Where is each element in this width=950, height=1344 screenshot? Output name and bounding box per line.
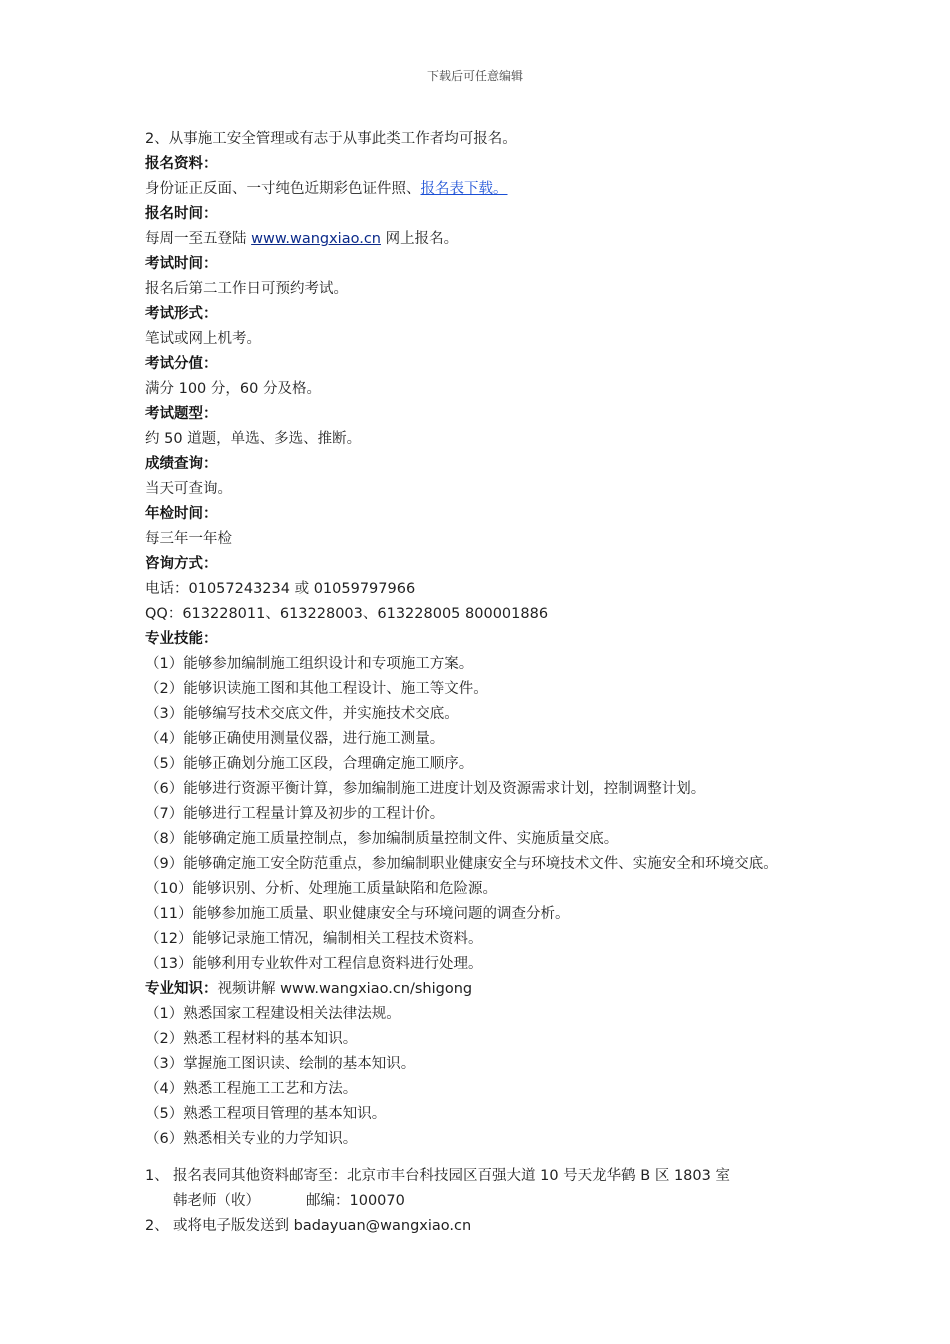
materials-heading: 报名资料： — [145, 156, 218, 172]
registration-form-download-link[interactable]: 报名表下载。 — [420, 181, 508, 197]
exam-score-heading: 考试分值： — [145, 356, 218, 372]
skill-item: （4）能够正确使用测量仪器，进行施工测量。 — [145, 731, 445, 747]
wangxiao-link[interactable]: www.wangxiao.cn — [251, 231, 381, 247]
annual-heading: 年检时间： — [145, 506, 218, 522]
materials-desc: 身份证正反面、一寸纯色近期彩色证件照、 — [145, 181, 421, 197]
document-body — [145, 127, 825, 1239]
knowledge-item: （6）熟悉相关专业的力学知识。 — [145, 1131, 358, 1147]
mail-address: 报名表同其他资料邮寄至：北京市丰台科技园区百强大道 10 号天龙华鹤 B 区 1803 室 — [173, 1168, 730, 1184]
exam-time-heading: 考试时间： — [145, 256, 218, 272]
knowledge-item: （2）熟悉工程材料的基本知识。 — [145, 1031, 358, 1047]
reg-time-post: 网上报名。 — [381, 231, 459, 247]
skill-item: （6）能够进行资源平衡计算，参加编制施工进度计划及资源需求计划，控制调整计划。 — [145, 781, 706, 797]
list-number: 1、 — [145, 1168, 169, 1184]
score-query-text: 当天可查询。 — [145, 481, 232, 497]
exam-type-text: 约 50 道题，单选、多选、推断。 — [145, 431, 362, 447]
knowledge-item: （3）掌握施工图识读、绘制的基本知识。 — [145, 1056, 416, 1072]
knowledge-item: （1）熟悉国家工程建设相关法律法规。 — [145, 1006, 401, 1022]
skill-item: （12）能够记录施工情况，编制相关工程技术资料。 — [145, 931, 483, 947]
materials-text — [145, 177, 825, 202]
email-instruction — [145, 1214, 825, 1239]
mail-recipient-line — [145, 1189, 825, 1214]
skill-item: （13）能够利用专业软件对工程信息资料进行处理。 — [145, 956, 483, 972]
skill-item: （5）能够正确划分施工区段，合理确定施工顺序。 — [145, 756, 474, 772]
mail-postcode: 邮编：100070 — [306, 1193, 405, 1209]
contact-heading: 咨询方式： — [145, 556, 218, 572]
score-query-heading: 成绩查询： — [145, 456, 218, 472]
knowledge-item: （4）熟悉工程施工工艺和方法。 — [145, 1081, 358, 1097]
contact-qq: QQ：613228011、613228003、613228005 800001886 — [145, 606, 549, 622]
skill-item: （7）能够进行工程量计算及初步的工程计价。 — [145, 806, 445, 822]
skill-item: （3）能够编写技术交底文件，并实施技术交底。 — [145, 706, 459, 722]
exam-time-text: 报名后第二工作日可预约考试。 — [145, 281, 348, 297]
knowledge-video-note: 视频讲解 www.wangxiao.cn/shigong — [217, 981, 473, 997]
section-gap — [145, 1152, 825, 1164]
skill-item: （8）能够确定施工质量控制点，参加编制质量控制文件、实施质量交底。 — [145, 831, 619, 847]
reg-time-text — [145, 227, 825, 252]
mail-instruction — [145, 1164, 825, 1189]
reg-time-heading: 报名时间： — [145, 206, 218, 222]
skill-item: （10）能够识别、分析、处理施工质量缺陷和危险源。 — [145, 881, 497, 897]
mail-recipient: 韩老师（收） — [173, 1193, 260, 1209]
exam-form-heading: 考试形式： — [145, 306, 218, 322]
skill-item: （9）能够确定施工安全防范重点，参加编制职业健康安全与环境技术文件、实施安全和环境交底。 — [145, 856, 778, 872]
reg-time-pre: 每周一至五登陆 — [145, 231, 252, 247]
skills-heading: 专业技能： — [145, 631, 218, 647]
eligibility-line: 2、从事施工安全管理或有志于从事此类工作者均可报名。 — [145, 131, 517, 147]
list-number: 2、 — [145, 1218, 169, 1234]
skill-item: （1）能够参加编制施工组织设计和专项施工方案。 — [145, 656, 474, 672]
contact-phone: 电话：01057243234 或 01059797966 — [145, 581, 416, 597]
knowledge-item: （5）熟悉工程项目管理的基本知识。 — [145, 1106, 387, 1122]
knowledge-line — [145, 977, 825, 1002]
knowledge-heading: 专业知识： — [145, 981, 218, 997]
exam-type-heading: 考试题型： — [145, 406, 218, 422]
skill-item: （2）能够识读施工图和其他工程设计、施工等文件。 — [145, 681, 488, 697]
page-header: 下载后可任意编辑 — [426, 69, 523, 83]
exam-form-text: 笔试或网上机考。 — [145, 331, 261, 347]
skill-item: （11）能够参加施工质量、职业健康安全与环境问题的调查分析。 — [145, 906, 570, 922]
exam-score-text: 满分 100 分，60 分及格。 — [145, 381, 321, 397]
annual-text: 每三年一年检 — [145, 531, 232, 547]
email-text: 或将电子版发送到 badayuan@wangxiao.cn — [173, 1218, 472, 1234]
